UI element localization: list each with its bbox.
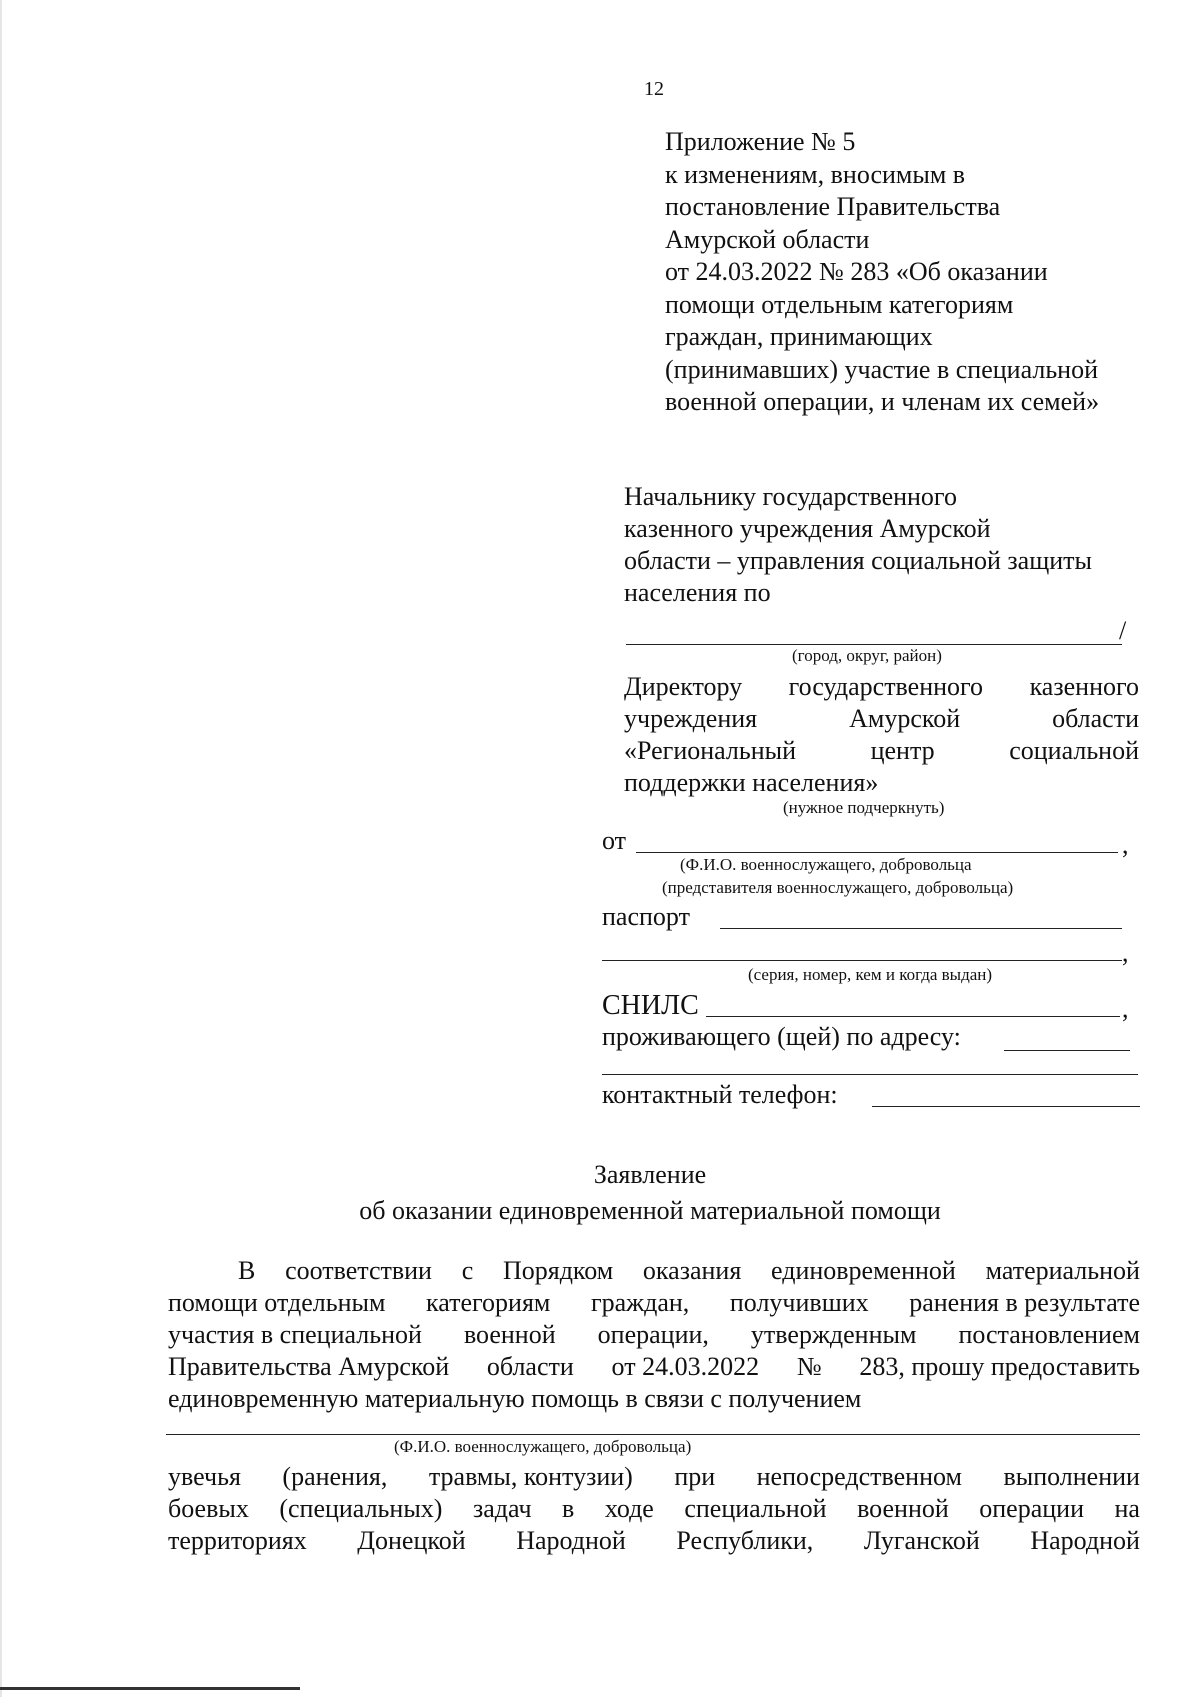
word: травмы, контузии): [428, 1462, 633, 1491]
comma: ,: [1122, 994, 1129, 1023]
addressee-line: казенного учреждения Амурской: [624, 514, 991, 543]
word: ходе: [604, 1494, 654, 1523]
paragraph-line: [168, 1352, 1140, 1382]
word: ранения в результате: [909, 1288, 1140, 1317]
passport-label: паспорт: [602, 902, 690, 931]
word: государственного: [788, 672, 984, 701]
paragraph-line: единовременную материальную помощь в связи с получением: [168, 1384, 862, 1413]
address-label: проживающего (щей) по адресу:: [602, 1022, 961, 1051]
word: в: [562, 1494, 575, 1523]
snils-field[interactable]: [706, 1016, 1120, 1017]
word: военной: [463, 1320, 556, 1349]
word: от 24.03.2022: [611, 1352, 760, 1381]
word: военной: [857, 1494, 949, 1523]
word: (специальных): [279, 1494, 443, 1523]
word: материальной: [985, 1256, 1140, 1285]
word: области: [486, 1352, 574, 1381]
word: Правительства Амурской: [168, 1352, 450, 1381]
word: при: [674, 1462, 716, 1491]
scan-edge-mark: [0, 1687, 300, 1690]
word: помощи отдельным: [168, 1288, 386, 1317]
address-field-2[interactable]: [602, 1074, 1138, 1075]
city-field[interactable]: [626, 644, 1122, 645]
word: категориям: [426, 1288, 551, 1317]
word: социальной: [1009, 736, 1139, 765]
comma: ,: [1122, 938, 1129, 967]
word: территориях: [168, 1526, 307, 1555]
word: Директору: [624, 672, 743, 701]
word: учреждения: [624, 704, 758, 733]
underline-hint: (нужное подчеркнуть): [783, 798, 945, 817]
addressee-line: области – управления социальной защиты: [624, 546, 1092, 575]
paragraph-line: [168, 1320, 1140, 1350]
director-line: [624, 672, 1139, 702]
statement-title: Заявление: [593, 1160, 707, 1189]
appendix-line: к изменениям, вносимым в: [665, 159, 966, 189]
appendix-line: Приложение № 5: [665, 127, 856, 156]
word: «Региональный: [624, 736, 797, 765]
appendix-line: (принимавших) участие в специальной: [665, 354, 1098, 384]
word: Амурской: [849, 704, 961, 733]
paragraph-line: [238, 1256, 1140, 1286]
snils-label: СНИЛС: [602, 990, 699, 1021]
word: Республики,: [676, 1526, 814, 1555]
word: единовременной: [771, 1256, 956, 1285]
appendix-line: граждан, принимающих: [665, 322, 933, 351]
passport-hint: (серия, номер, кем и когда выдан): [748, 965, 993, 984]
word: Народной: [516, 1526, 626, 1555]
word: операции: [979, 1494, 1085, 1523]
word: получивших: [729, 1288, 869, 1317]
word: постановлением: [958, 1320, 1140, 1349]
word: боевых: [168, 1494, 249, 1523]
fio-field[interactable]: [636, 852, 1118, 853]
paragraph-line: [168, 1526, 1140, 1556]
word: 283, прошу предоставить: [859, 1352, 1140, 1381]
appendix-line: помощи отдельным категориям: [665, 289, 1014, 319]
word: граждан,: [590, 1288, 690, 1317]
word: Луганской: [863, 1526, 980, 1555]
word: увечья: [168, 1462, 241, 1491]
paragraph-line: [168, 1494, 1140, 1524]
word: специальной: [684, 1494, 827, 1523]
from-label: от: [602, 826, 627, 855]
statement-subtitle: об оказании единовременной материальной помощи: [359, 1196, 941, 1225]
addressee-line: населения по: [624, 578, 771, 607]
passport-field-2[interactable]: [602, 960, 1122, 961]
word: операции,: [597, 1320, 709, 1349]
representative-hint: (представителя военнослужащего, добровольца): [662, 878, 1014, 897]
director-line: поддержки населения»: [624, 768, 879, 797]
word: оказания: [642, 1256, 742, 1285]
word: центр: [870, 736, 935, 765]
word: участия в специальной: [168, 1320, 422, 1349]
word: №: [796, 1352, 822, 1381]
recipient-fio-hint: (Ф.И.О. военнослужащего, добровольца): [394, 1437, 692, 1456]
word: задач: [472, 1494, 532, 1523]
phone-label: контактный телефон:: [602, 1080, 838, 1109]
recipient-fio-field[interactable]: [166, 1434, 1140, 1435]
appendix-line: постановление Правительства: [665, 192, 1001, 221]
word: соответствии: [285, 1256, 432, 1285]
appendix-line: от 24.03.2022 № 283 «Об оказании: [665, 257, 1048, 286]
word: области: [1052, 704, 1139, 733]
slash-mark: /: [1119, 616, 1127, 645]
word: Порядком: [502, 1256, 614, 1285]
word: на: [1114, 1494, 1140, 1523]
addressee-line: Начальнику государственного: [624, 482, 957, 511]
appendix-line: Амурской области: [665, 224, 870, 254]
appendix-line: военной операции, и членам их семей»: [665, 387, 1100, 416]
phone-field[interactable]: [872, 1106, 1140, 1107]
word: В: [238, 1256, 256, 1285]
passport-field[interactable]: [720, 928, 1122, 929]
director-line: [624, 736, 1139, 766]
director-line: [624, 704, 1139, 734]
word: непосредственном: [756, 1462, 962, 1491]
address-field[interactable]: [1004, 1050, 1130, 1051]
page-number: 12: [644, 78, 664, 100]
word: Народной: [1030, 1526, 1140, 1555]
word: утвержденным: [750, 1320, 917, 1349]
word: выполнении: [1003, 1462, 1140, 1491]
word: (ранения,: [282, 1462, 388, 1491]
paragraph-line: [168, 1462, 1140, 1492]
fio-hint: (Ф.И.О. военнослужащего, добровольца: [680, 855, 972, 874]
word: с: [461, 1256, 474, 1285]
appendix-header: [665, 126, 1099, 419]
word: Донецкой: [357, 1526, 466, 1555]
city-hint: (город, округ, район): [792, 646, 942, 665]
word: казенного: [1029, 672, 1139, 701]
comma: ,: [1122, 830, 1129, 859]
paragraph-line: [168, 1288, 1140, 1318]
scan-edge: [0, 0, 2, 1697]
